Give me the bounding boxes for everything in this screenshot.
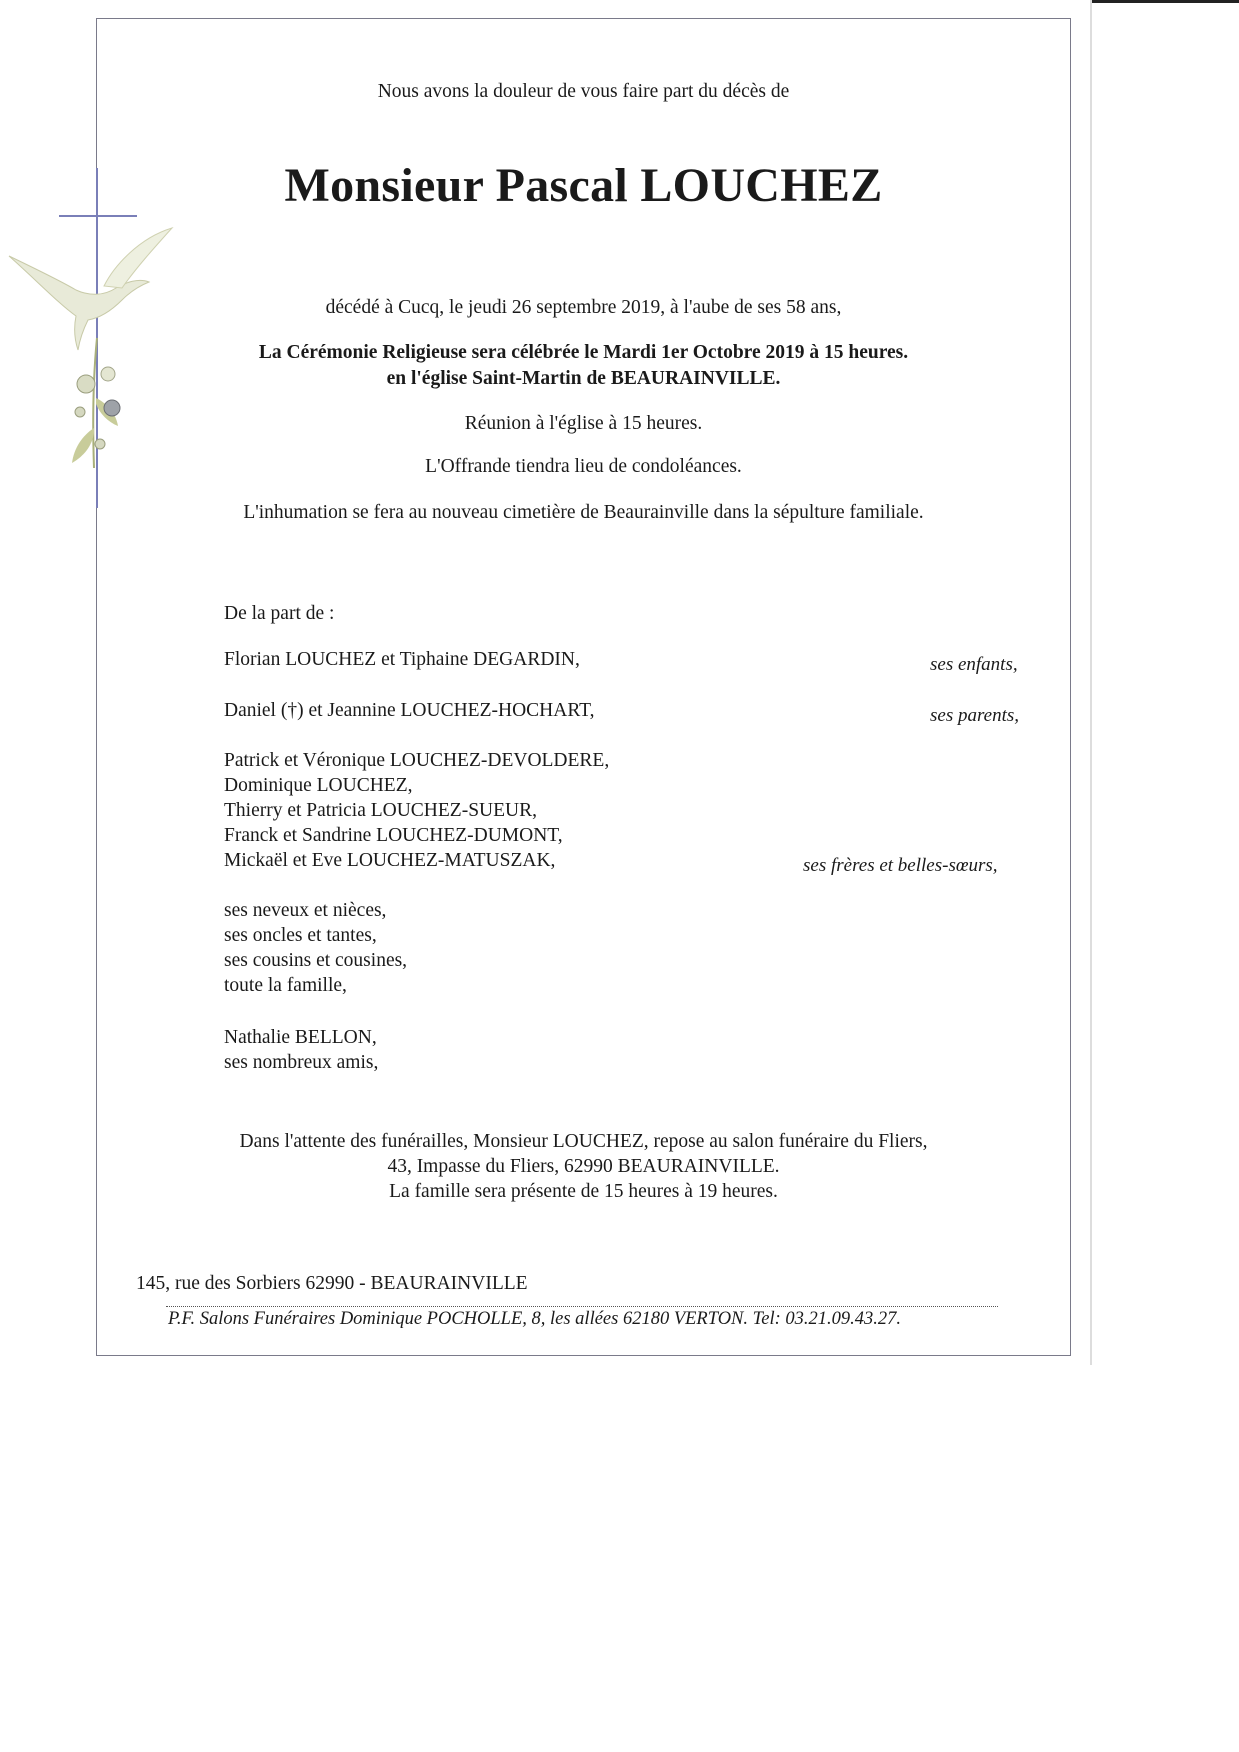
family-intro: De la part de : [224,603,335,624]
family-name: ses oncles et tantes, [224,925,377,946]
intro-text: Nous avons la douleur de vous faire part du décès de [377,81,790,102]
funeral-home-footer: P.F. Salons Funéraires Dominique POCHOLLE, 8, les allées 62180 VERTON. Tel: 03.21.09.43.27. [168,1309,901,1329]
footer-dotted-rule [166,1306,998,1307]
family-relation: ses enfants, [930,654,1018,675]
deceased-name: Monsieur Pascal LOUCHEZ [284,159,883,212]
scan-edge-mark [1092,0,1239,3]
family-name: Florian LOUCHEZ et Tiphaine DEGARDIN, [224,649,580,670]
family-relation: ses frères et belles-sœurs, [803,855,998,876]
family-name: toute la famille, [224,975,347,996]
family-name: ses nombreux amis, [224,1052,379,1073]
inhumation-text: L'inhumation se fera au nouveau cimetière de Beaurainville dans la sépulture familiale. [243,502,924,523]
family-name: Patrick et Véronique LOUCHEZ-DEVOLDERE, [224,750,610,771]
family-name: Mickaël et Eve LOUCHEZ-MATUSZAK, [224,850,556,871]
scan-edge-mark [1090,0,1092,1365]
salon-line-2: 43, Impasse du Fliers, 62990 BEAURAINVILLE. [387,1156,780,1177]
home-address: 145, rue des Sorbiers 62990 - BEAURAINVILLE [136,1273,528,1294]
salon-line-1: Dans l'attente des funérailles, Monsieur LOUCHEZ, repose au salon funéraire du Fliers, [239,1131,928,1152]
ceremony-line-2: en l'église Saint-Martin de BEAURAINVILLE. [386,368,781,389]
family-name: ses cousins et cousines, [224,950,408,971]
family-name: ses neveux et nièces, [224,900,387,921]
offrande-text: L'Offrande tiendra lieu de condoléances. [425,456,742,477]
ceremony-line-1: La Cérémonie Religieuse sera célébrée le Mardi 1er Octobre 2019 à 15 heures. [258,342,909,363]
family-name: Daniel (†) et Jeannine LOUCHEZ-HOCHART, [224,700,595,721]
death-details: décédé à Cucq, le jeudi 26 septembre 2019, à l'aube de ses 58 ans, [325,297,842,318]
salon-line-3: La famille sera présente de 15 heures à 19 heures. [389,1181,778,1202]
family-name: Franck et Sandrine LOUCHEZ-DUMONT, [224,825,563,846]
family-name: Nathalie BELLON, [224,1027,377,1048]
reunion-text: Réunion à l'église à 15 heures. [464,413,703,434]
family-name: Dominique LOUCHEZ, [224,775,413,796]
family-name: Thierry et Patricia LOUCHEZ-SUEUR, [224,800,538,821]
family-relation: ses parents, [930,705,1020,726]
